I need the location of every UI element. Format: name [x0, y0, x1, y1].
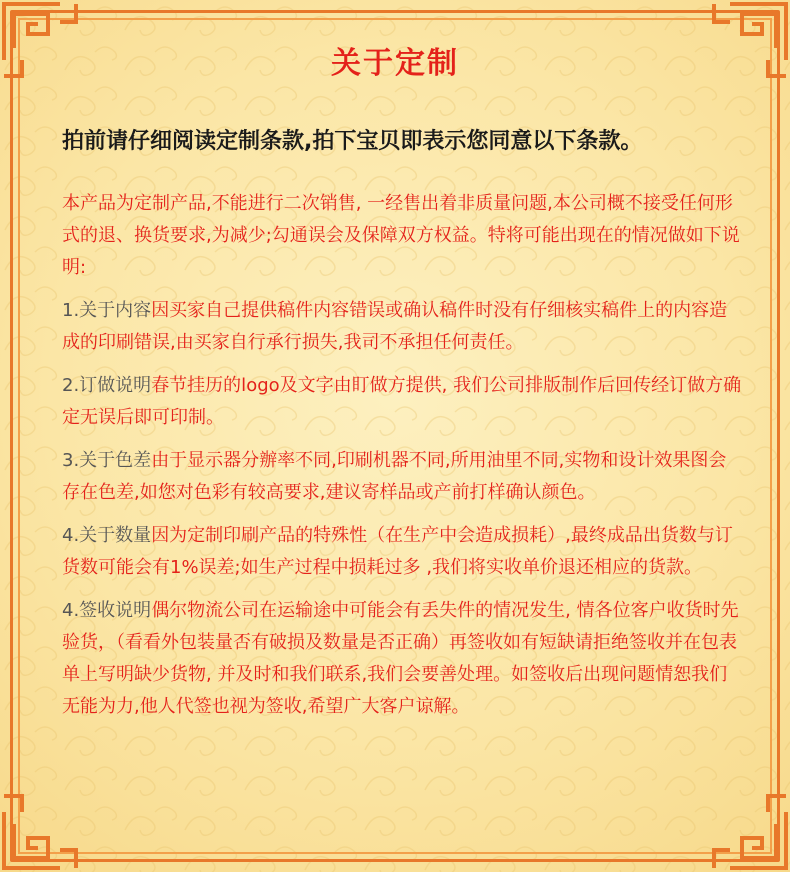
terms-content [62, 188, 742, 734]
page-title: 关于定制 [331, 46, 459, 81]
term-item-content [62, 295, 742, 359]
intro-notice: 拍前请仔细阅读定制条款,拍下宝贝即表示您同意以下条款。 [62, 129, 643, 154]
term-text: 偶尔物流公司在运输途中可能会有丢失件的情况发生, 情各位客户收货时先验货，（看看外包装量否有破损及数量是否正确）再签收如有短缺请拒绝签收并在包表单上写明缺少货物, 并及时和我们联系,我们会要善处理。如签收后出现问题情恕我们无能为力,他人代签也视为签收,希望广大客户谅解。 [62, 600, 739, 717]
term-item-color [62, 445, 742, 509]
term-lead: 2.订做说明 [62, 375, 152, 396]
term-text: 由于显示器分辦率不同,印刷机器不同,所用油里不同,实物和设计效果图会存在色差,如您对色彩有较高要求,建议寄样品或产前打样确认颜色。 [62, 450, 727, 503]
term-item-receipt [62, 595, 742, 723]
term-lead: 3.关于色差 [62, 450, 152, 471]
term-lead: 4.关于数量 [62, 525, 152, 546]
term-text: 春节挂历的logo及文字由盯做方提供, 我们公司排版制作后回传经订做方确定无误后即可印制。 [62, 375, 742, 428]
term-item-order [62, 370, 742, 434]
term-lead: 4.签收说明 [62, 600, 152, 621]
preamble-paragraph: 本产品为定制产品,不能进行二次销售, 一经售出着非质量问题,本公司概不接受任何形式的退、换货要求,为减少;勾通误会及保障双方权益。特将可能出现在的情况做如下说明: [62, 193, 740, 278]
term-text: 因买家自己提供稿件内容错误或确认稿件时没有仔细核实稿件上的内容造成的印刷错误,由买家自行承行损失,我司不承担任何责任。 [62, 300, 728, 353]
term-text: 因为定制印刷产品的特殊性（在生产中会造成损耗）,最终成品出货数与订货数可能会有1%误差;如生产过程中损耗过多 ,我们将实收单价退还相应的货款。 [62, 525, 733, 578]
corner-ornament-icon [0, 782, 90, 872]
term-lead: 1.关于内容 [62, 300, 152, 321]
term-item-quantity [62, 520, 742, 584]
corner-ornament-icon [700, 782, 790, 872]
